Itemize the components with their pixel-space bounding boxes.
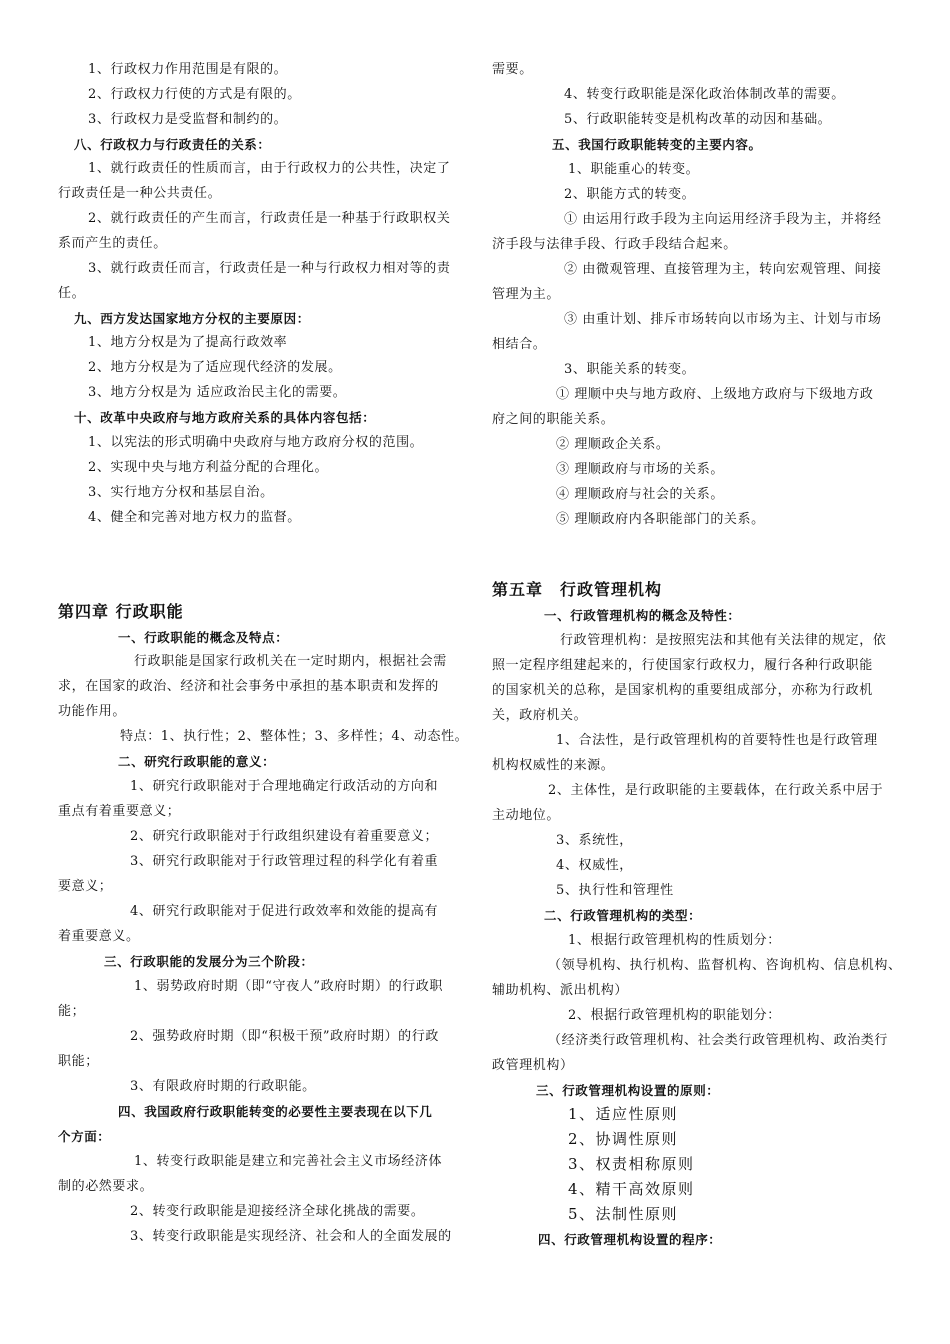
text-line: 2、行政权力行使的方式是有限的。	[88, 87, 301, 102]
text-line: 行政管理机构：是按照宪法和其他有关法律的规定，依	[560, 633, 887, 648]
text-line: 4、研究行政职能对于促进行政效率和效能的提高有	[130, 904, 439, 919]
text-line: 5、行政职能转变是机构改革的动因和基础。	[564, 112, 832, 127]
section-heading: 四、我国政府行政职能转变的必要性主要表现在以下几	[118, 1104, 433, 1119]
text-line: 1、行政权力作用范围是有限的。	[88, 62, 288, 77]
text-line: 1、职能重心的转变。	[568, 162, 700, 177]
text-line: 3、地方分权是为 适应政治民主化的需要。	[88, 385, 347, 400]
text-line: 能；	[58, 1004, 86, 1019]
text-line: 济手段与法律手段、行政手段结合起来。	[492, 237, 737, 252]
text-line: 主动地位。	[492, 808, 561, 823]
text-line: 职能；	[58, 1054, 99, 1069]
text-line: 1、根据行政管理机构的性质划分：	[568, 933, 781, 948]
text-line: 制的必然要求。	[58, 1179, 154, 1194]
text-line: 3、实行地方分权和基层自治。	[88, 485, 274, 500]
principle-item: 1、适应性原则	[568, 1105, 679, 1123]
text-line: 行政责任是一种公共责任。	[58, 186, 222, 201]
text-line: ② 由微观管理、直接管理为主，转向宏观管理、间接	[564, 262, 882, 277]
text-line: 机构权威性的来源。	[492, 758, 615, 773]
text-line: 管理为主。	[492, 287, 561, 302]
text-line: 重点有着重要意义；	[58, 804, 181, 819]
text-line: 3、研究行政职能对于行政管理过程的科学化有着重	[130, 854, 439, 869]
text-line: ⑤ 理顺政府内各职能部门的关系。	[556, 512, 765, 527]
text-line: 4、健全和完善对地方权力的监督。	[88, 510, 301, 525]
text-line: 2、转变行政职能是迎接经济全球化挑战的需要。	[130, 1204, 425, 1219]
principle-item: 3、权责相称原则	[568, 1155, 695, 1173]
chapter-title: 第五章 行政管理机构	[492, 580, 663, 599]
text-line: 2、主体性，是行政职能的主要载体，在行政关系中居于	[548, 783, 884, 798]
text-line: 需要。	[492, 62, 533, 77]
text-line: 4、转变行政职能是深化政治体制改革的需要。	[564, 87, 845, 102]
text-line: 功能作用。	[58, 704, 127, 719]
section-heading: 三、行政职能的发展分为三个阶段：	[104, 954, 314, 969]
principle-item: 5、法制性原则	[568, 1205, 679, 1223]
text-line: 2、实现中央与地方利益分配的合理化。	[88, 460, 329, 475]
section-heading: 二、研究行政职能的意义：	[118, 754, 276, 769]
text-line: 2、研究行政职能对于行政组织建设有着重要意义；	[130, 829, 439, 844]
section-heading: 五、我国行政职能转变的主要内容。	[552, 137, 762, 152]
text-line: （经济类行政管理机构、社会类行政管理机构、政治类行	[548, 1033, 889, 1048]
text-line: 3、职能关系的转变。	[564, 362, 696, 377]
text-line: ① 由运用行政手段为主向运用经济手段为主，并将经	[564, 212, 882, 227]
text-line: 4、权威性，	[556, 858, 633, 873]
text-line: ③ 理顺政府与市场的关系。	[556, 462, 724, 477]
section-heading: 一、行政管理机构的概念及特性：	[544, 608, 741, 623]
chapter-title: 第四章 行政职能	[58, 602, 184, 621]
text-line: 3、转变行政职能是实现经济、社会和人的全面发展的	[130, 1229, 452, 1244]
section-heading: 一、行政职能的概念及特点：	[118, 630, 289, 645]
section-heading: 十、改革中央政府与地方政府关系的具体内容包括：	[74, 410, 376, 425]
text-line: 3、系统性，	[556, 833, 633, 848]
text-line: 2、职能方式的转变。	[564, 187, 696, 202]
text-line: 系而产生的责任。	[58, 236, 167, 251]
text-line: 行政职能是国家行政机关在一定时期内，根据社会需	[134, 654, 447, 669]
text-line: 1、就行政责任的性质而言，由于行政权力的公共性，决定了	[88, 161, 451, 176]
text-line: 3、行政权力是受监督和制约的。	[88, 112, 288, 127]
left-column	[58, 0, 469, 1344]
text-line: 3、有限政府时期的行政职能。	[130, 1079, 316, 1094]
text-line: 1、以宪法的形式明确中央政府与地方政府分权的范围。	[88, 435, 424, 450]
text-line: 关，政府机关。	[492, 708, 588, 723]
text-line: ① 理顺中央与地方政府、上级地方政府与下级地方政	[556, 387, 874, 402]
principle-item: 2、协调性原则	[568, 1130, 679, 1148]
section-heading: 个方面：	[58, 1129, 111, 1144]
section-heading: 九、西方发达国家地方分权的主要原因：	[74, 311, 310, 326]
text-line: 1、合法性，是行政管理机构的首要特性也是行政管理	[556, 733, 878, 748]
text-line: 1、地方分权是为了提高行政效率	[88, 335, 288, 350]
text-line: 着重要意义。	[58, 929, 140, 944]
text-line: 2、根据行政管理机构的职能划分：	[568, 1008, 781, 1023]
text-line: ② 理顺政企关系。	[556, 437, 670, 452]
text-line: 2、就行政责任的产生而言，行政责任是一种基于行政职权关	[88, 211, 451, 226]
text-line: 要意义；	[58, 879, 113, 894]
text-line: 2、强势政府时期（即“积极干预”政府时期）的行政	[130, 1029, 439, 1044]
text-line: 2、地方分权是为了适应现代经济的发展。	[88, 360, 342, 375]
principle-item: 4、精干高效原则	[568, 1180, 695, 1198]
text-line: （领导机构、执行机构、监督机构、咨询机构、信息机构、	[548, 958, 902, 973]
right-column	[492, 0, 902, 1344]
text-line: 任。	[58, 286, 86, 301]
text-line: 1、研究行政职能对于合理地确定行政活动的方向和	[130, 779, 439, 794]
section-heading: 二、行政管理机构的类型：	[544, 908, 702, 923]
text-line: 政管理机构）	[492, 1058, 574, 1073]
text-line: 辅助机构、派出机构）	[492, 983, 629, 998]
text-line: 1、转变行政职能是建立和完善社会主义市场经济体	[134, 1154, 443, 1169]
text-line: ③ 由重计划、排斥市场转向以市场为主、计划与市场	[564, 312, 882, 327]
text-line: 求，在国家的政治、经济和社会事务中承担的基本职责和发挥的	[58, 679, 439, 694]
text-line: ④ 理顺政府与社会的关系。	[556, 487, 724, 502]
text-line: 的国家机关的总称，是国家机构的重要组成部分，亦称为行政机	[492, 683, 873, 698]
section-heading: 四、行政管理机构设置的程序：	[538, 1232, 722, 1247]
text-line: 照一定程序组建起来的，行使国家行政权力，履行各种行政职能	[492, 658, 873, 673]
text-line: 3、就行政责任而言，行政责任是一种与行政权力相对等的责	[88, 261, 451, 276]
section-heading: 八、行政权力与行政责任的关系：	[74, 137, 271, 152]
text-line: 相结合。	[492, 337, 547, 352]
text-line: 府之间的职能关系。	[492, 412, 615, 427]
text-line: 特点：1、执行性；2、整体性；3、多样性；4、动态性。	[120, 729, 469, 744]
section-heading: 三、行政管理机构设置的原则：	[536, 1083, 720, 1098]
text-line: 1、弱势政府时期（即“守夜人”政府时期）的行政职	[134, 979, 443, 994]
text-line: 5、执行性和管理性	[556, 883, 674, 898]
